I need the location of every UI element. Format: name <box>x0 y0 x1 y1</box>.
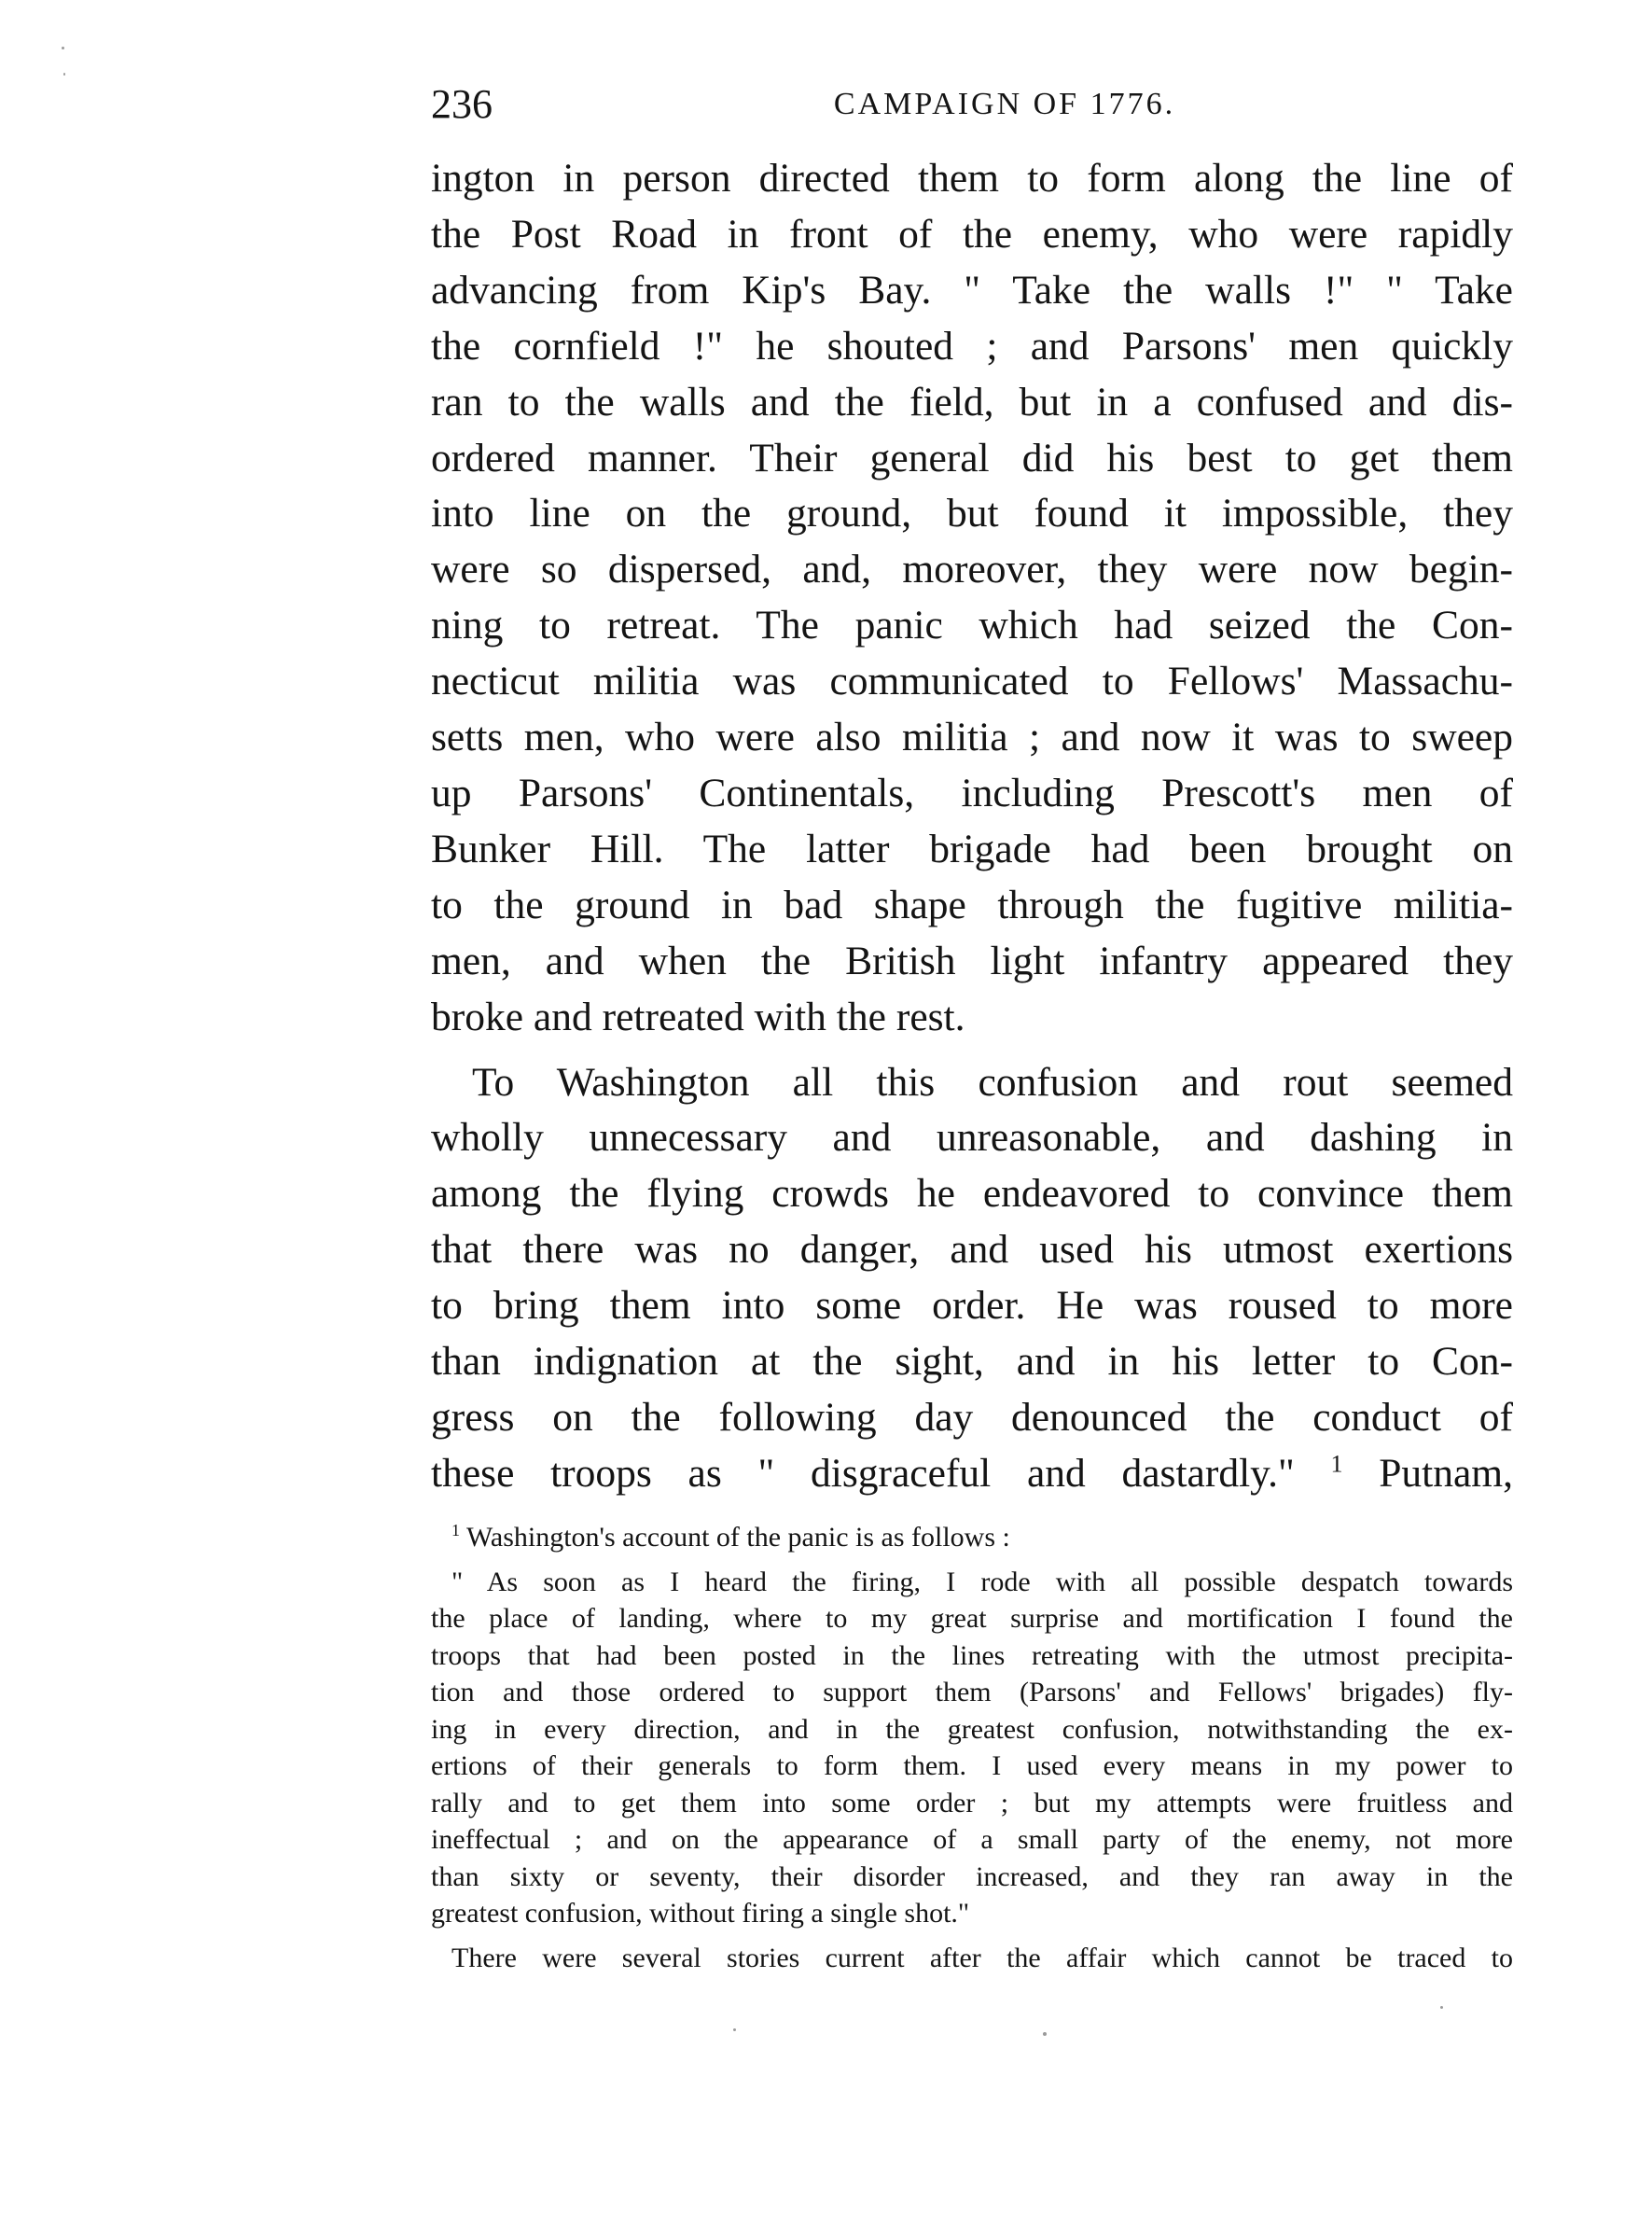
scan-speck <box>733 2028 736 2031</box>
running-title: CAMPAIGN OF 1776. <box>833 87 1176 121</box>
footnote-intro: Washington's account of the panic is as follows : <box>465 1522 1010 1553</box>
footnote-line: ertions of their generals to form them. I used every means in my power to <box>431 1750 1513 1781</box>
text-line: up Parsons' Continentals, including Prescott's men of <box>431 770 1513 815</box>
scan-speck <box>62 47 64 49</box>
text-line: advancing from Kip's Bay. " Take the walls !" " Take <box>431 267 1513 313</box>
footnote-line: ing in every direction, and in the greatest confusion, notwithstanding the ex- <box>431 1713 1513 1745</box>
text-line: men, and when the British light infantry appeared they <box>431 938 1513 983</box>
running-head <box>431 77 1513 132</box>
footnotes <box>431 1519 1513 1976</box>
text-line: the cornfield !" he shouted ; and Parsons' men quickly <box>431 323 1513 369</box>
text-line: ordered manner. Their general did his best to get them <box>431 435 1513 481</box>
text-line: among the flying crowds he endeavored to convince them <box>431 1171 1513 1217</box>
text-line: ning to retreat. The panic which had seized the Con- <box>431 603 1513 648</box>
footnote-line: the place of landing, where to my great surprise and mortification I found the <box>431 1603 1513 1634</box>
main-text <box>431 151 1513 1502</box>
text-line: necticut militia was communicated to Fellows' Massachu- <box>431 659 1513 704</box>
scan-speck <box>1043 2032 1047 2036</box>
footnote-intro-line <box>431 1519 1513 1556</box>
text-line: were so dispersed, and, moreover, they were now begin- <box>431 547 1513 592</box>
text-line: than indignation at the sight, and in his letter to Con- <box>431 1339 1513 1385</box>
scan-speck <box>1440 2006 1443 2009</box>
footnote-line: troops that had been posted in the lines retreating with the utmost precipita- <box>431 1639 1513 1671</box>
text-line: wholly unnecessary and unreasonable, and dashing in <box>431 1115 1513 1161</box>
text-line: that there was no danger, and used his utmost exertions <box>431 1227 1513 1273</box>
footnote-marker: 1 <box>451 1521 460 1539</box>
paragraph-1 <box>431 151 1513 1046</box>
footnote-reference: 1 <box>1330 1450 1343 1478</box>
footnote-line: rally and to get them into some order ; but my attempts were fruitless and <box>431 1787 1513 1818</box>
footnote-line: " As soon as I heard the firing, I rode with all possible despatch towards <box>451 1566 1513 1597</box>
footnote-line: greatest confusion, without firing a single shot." <box>431 1898 970 1929</box>
text-line: the Post Road in front of the enemy, who were rapidly <box>431 211 1513 257</box>
text-line: broke and retreated with the rest. <box>431 994 965 1039</box>
footnote-line: ineffectual ; and on the appearance of a small party of the enemy, not more <box>431 1824 1513 1855</box>
text-segment: these troops as " disgraceful and dastardly." <box>431 1450 1331 1496</box>
text-segment: Putnam, <box>1379 1450 1513 1496</box>
paragraph-2 <box>431 1055 1513 1502</box>
scan-speck <box>63 73 65 76</box>
footnote-line: tion and those ordered to support them (Parsons' and Fellows' brigades) fly- <box>431 1677 1513 1707</box>
footnote-line: than sixty or seventy, their disorder increased, and they ran away in the <box>431 1860 1513 1892</box>
text-line: to the ground in bad shape through the fugitive militia- <box>431 882 1513 927</box>
text-line: To Washington all this confusion and rout seemed <box>472 1059 1513 1105</box>
page-number: 236 <box>431 81 493 127</box>
text-line: to bring them into some order. He was roused to more <box>431 1283 1513 1329</box>
text-line: gress on the following day denounced the conduct of <box>431 1394 1513 1440</box>
text-line: setts men, who were also militia ; and now it was to sweep <box>431 715 1513 760</box>
text-line: ran to the walls and the field, but in a confused and dis- <box>431 379 1513 425</box>
text-line-with-footnote <box>431 1446 1513 1502</box>
text-line: Bunker Hill. The latter brigade had been brought on <box>431 826 1513 871</box>
text-line: ington in person directed them to form along the line of <box>431 156 1513 201</box>
footnote-continuation: There were several stories current after the affair which cannot be traced to <box>451 1942 1513 1973</box>
text-line: into line on the ground, but found it impossible, they <box>431 491 1513 536</box>
